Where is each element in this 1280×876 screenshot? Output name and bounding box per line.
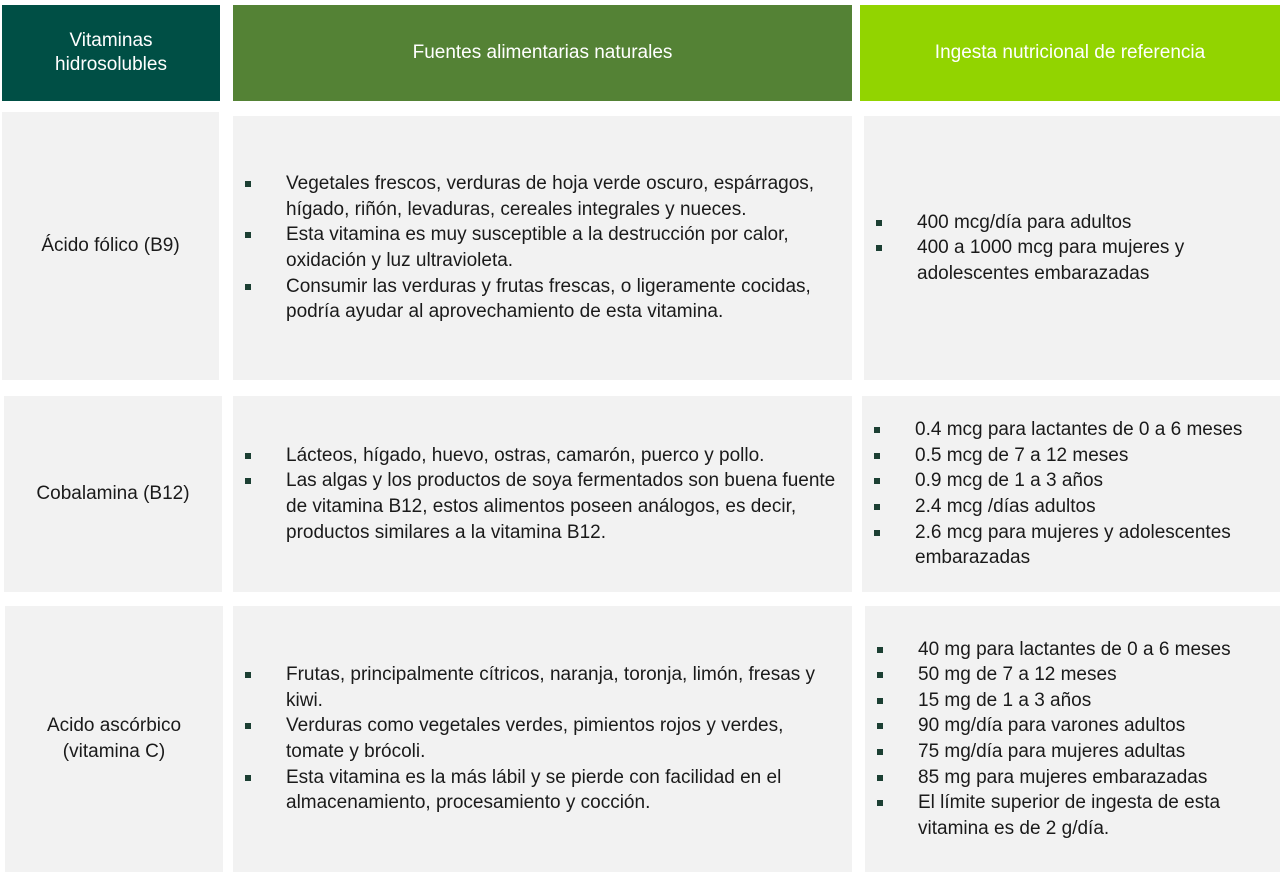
- row-ascorbic-acid-sources-cell: [233, 606, 852, 872]
- row-folic-acid-sources-cell: [233, 116, 852, 380]
- row-cobalamin-sources-cell: [233, 396, 852, 592]
- row-ascorbic-acid-intake-cell: [865, 606, 1280, 872]
- intake-list: [865, 637, 1280, 842]
- header-intake-label: Ingesta nutricional de referencia: [934, 42, 1206, 63]
- sources-list: [233, 171, 852, 325]
- header-sources-label: Fuentes alimentarias naturales: [412, 42, 673, 63]
- row-folic-acid-intake-cell: [864, 116, 1280, 380]
- header-vitamins-label: Vitaminas hidrosolubles: [55, 30, 167, 75]
- header-sources: [233, 5, 852, 101]
- list-item: 50 mg de 7 a 12 meses: [918, 662, 1272, 688]
- list-item: 2.4 mcg /días adultos: [915, 494, 1272, 520]
- header-intake: [860, 5, 1280, 101]
- list-item: 40 mg para lactantes de 0 a 6 meses: [918, 637, 1272, 663]
- row-cobalamin-intake-cell: [862, 396, 1280, 592]
- sources-list: [233, 662, 852, 816]
- list-item: Frutas, principalmente cítricos, naranja, toronja, limón, fresas y kiwi.: [286, 662, 842, 713]
- vitamin-name: Ácido fólico (B9): [41, 235, 180, 256]
- list-item: Consumir las verduras y frutas frescas, o ligeramente cocidas, podría ayudar al aprovechamiento de esta vitamina.: [286, 274, 842, 325]
- list-item: 0.5 mcg de 7 a 12 meses: [915, 443, 1272, 469]
- header-vitamins: [2, 5, 220, 101]
- list-item: Vegetales frescos, verduras de hoja verde oscuro, espárragos, hígado, riñón, levaduras, cereales integrales y nueces.: [286, 171, 842, 222]
- list-item: 2.6 mcg para mujeres y adolescentes embarazadas: [915, 520, 1272, 571]
- row-folic-acid-name-cell: [2, 112, 219, 380]
- list-item: 75 mg/día para mujeres adultas: [918, 739, 1272, 765]
- list-item: El límite superior de ingesta de esta vitamina es de 2 g/día.: [918, 790, 1272, 841]
- list-item: 400 mcg/día para adultos: [917, 210, 1272, 236]
- list-item: Verduras como vegetales verdes, pimientos rojos y verdes, tomate y brócoli.: [286, 713, 842, 764]
- row-ascorbic-acid-name-cell: [5, 606, 223, 872]
- intake-list: [864, 210, 1280, 287]
- list-item: Lácteos, hígado, huevo, ostras, camarón, puerco y pollo.: [286, 443, 842, 469]
- list-item: Las algas y los productos de soya fermentados son buena fuente de vitamina B12, estos alimentos poseen análogos, es decir, productos similares a la vitamina B12.: [286, 468, 842, 545]
- list-item: 90 mg/día para varones adultos: [918, 713, 1272, 739]
- row-cobalamin-name-cell: [4, 396, 222, 592]
- intake-list: [862, 417, 1280, 571]
- list-item: 15 mg de 1 a 3 años: [918, 688, 1272, 714]
- list-item: Esta vitamina es muy susceptible a la destrucción por calor, oxidación y luz ultravioleta.: [286, 222, 842, 273]
- sources-list: [233, 443, 852, 545]
- list-item: Esta vitamina es la más lábil y se pierde con facilidad en el almacenamiento, procesamiento y cocción.: [286, 765, 842, 816]
- vitamin-name: Acido ascórbico (vitamina C): [46, 715, 182, 762]
- list-item: 0.4 mcg para lactantes de 0 a 6 meses: [915, 417, 1272, 443]
- list-item: 0.9 mcg de 1 a 3 años: [915, 468, 1272, 494]
- list-item: 400 a 1000 mcg para mujeres y adolescentes embarazadas: [917, 235, 1272, 286]
- list-item: 85 mg para mujeres embarazadas: [918, 765, 1272, 791]
- vitamin-name: Cobalamina (B12): [36, 483, 190, 504]
